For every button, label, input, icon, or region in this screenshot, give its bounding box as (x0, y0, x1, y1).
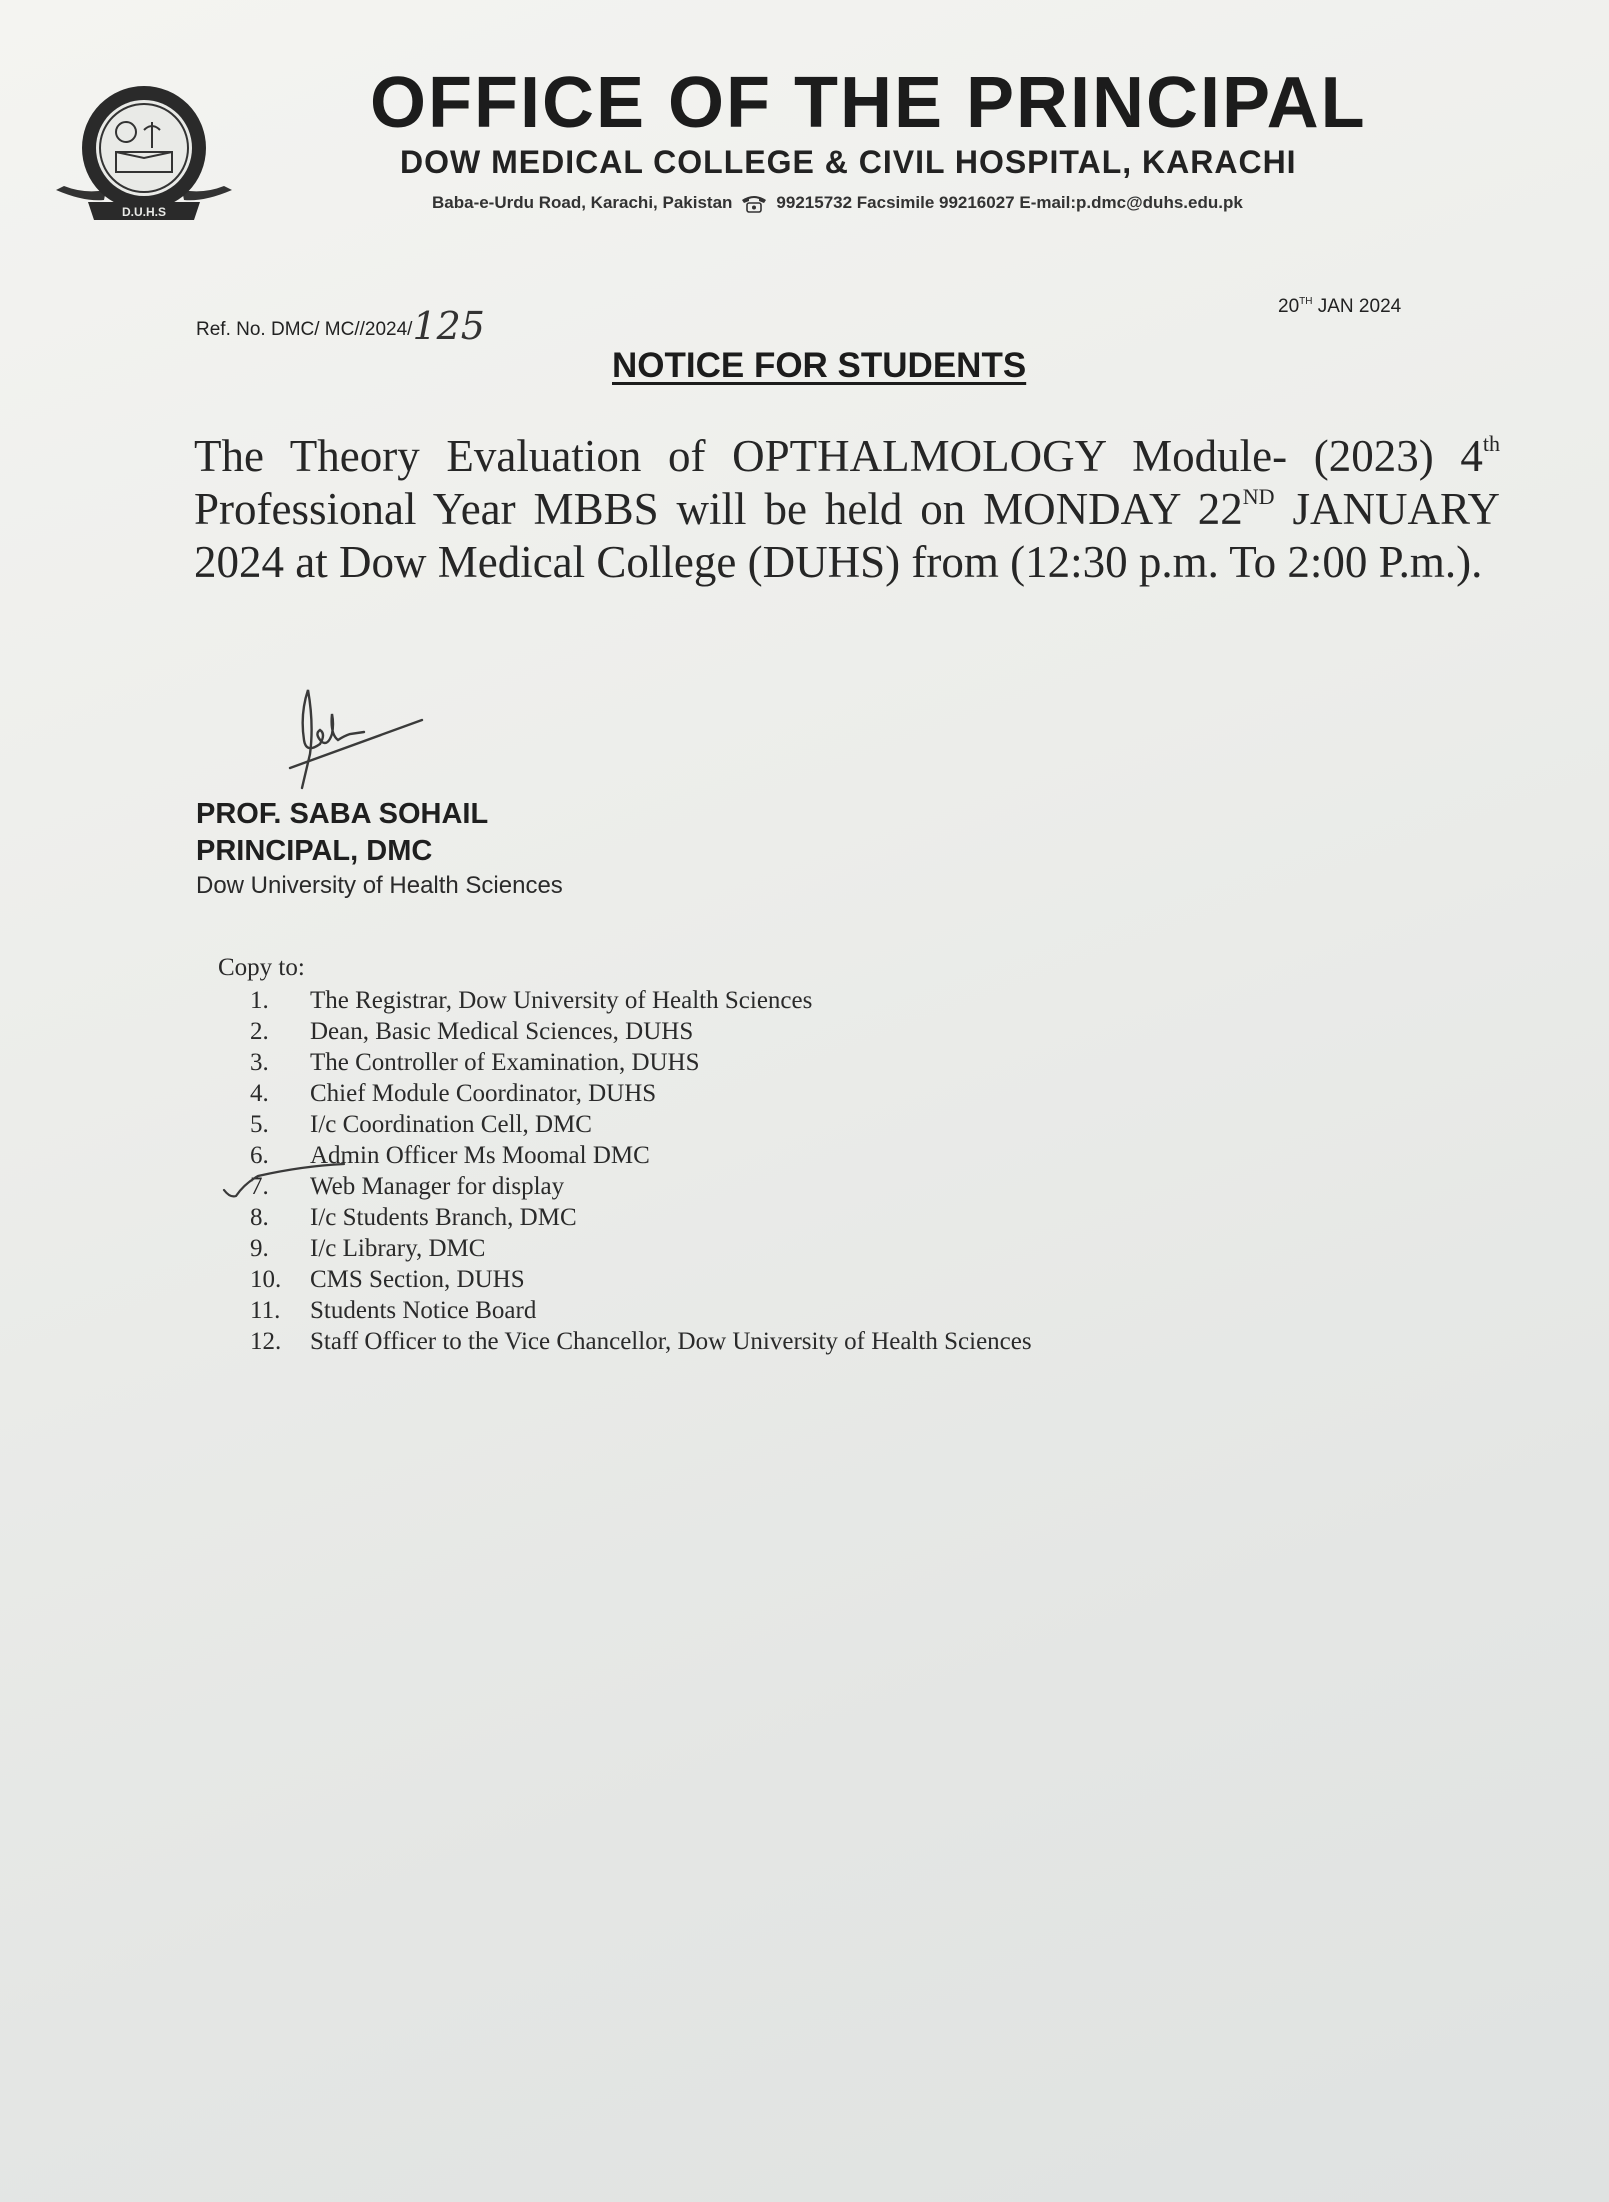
signatory-organization: Dow University of Health Sciences (196, 872, 563, 899)
list-item (250, 1109, 1032, 1140)
handwritten-signature (280, 684, 440, 794)
list-item-text: Chief Module Coordinator, DUHS (310, 1080, 657, 1107)
list-item (250, 1047, 1032, 1078)
list-item-number: 11. (250, 1297, 281, 1324)
contact-text: 99215732 Facsimile 99216027 E-mail:p.dmc@duhs.edu.pk (776, 193, 1243, 212)
body-part-1: The Theory Evaluation of OPTHALMOLOGY Module- (2023) 4 (194, 431, 1483, 481)
list-item-text: The Controller of Examination, DUHS (310, 1049, 700, 1076)
list-item (250, 1326, 1032, 1357)
body-sup-1: th (1482, 431, 1500, 456)
list-item-number: 8. (250, 1204, 269, 1231)
list-item-text: Web Manager for display (310, 1173, 565, 1200)
list-item (250, 1016, 1032, 1047)
list-item (250, 1140, 1032, 1171)
list-item-number: 12. (250, 1328, 282, 1355)
body-sup-2: ND (1242, 484, 1275, 509)
seal-label: D.U.H.S (121, 205, 167, 219)
telephone-icon (740, 192, 768, 214)
university-seal-icon (44, 82, 244, 232)
list-item-number: 3. (250, 1049, 269, 1076)
list-item-text: Admin Officer Ms Moomal DMC (310, 1142, 650, 1169)
list-item-text: CMS Section, DUHS (310, 1266, 525, 1293)
notice-date (1278, 296, 1401, 318)
list-item (250, 1233, 1032, 1264)
list-item-text: Students Notice Board (310, 1297, 537, 1324)
date-rest: JAN 2024 (1312, 296, 1402, 317)
list-item-number: 2. (250, 1018, 269, 1045)
list-item-number: 7. (250, 1173, 269, 1200)
address-text: Baba-e-Urdu Road, Karachi, Pakistan (432, 193, 733, 212)
list-item-text: I/c Students Branch, DMC (310, 1204, 577, 1231)
body-part-3: JANUARY 2024 at Dow Medical College (DUHS) from (12:30 p.m. To 2:00 P.m.). (194, 484, 1500, 587)
office-title: OFFICE OF THE PRINCIPAL (370, 63, 1367, 143)
date-day: 20 (1278, 296, 1300, 317)
copy-to-label: Copy to: (218, 954, 305, 981)
signatory-title: PRINCIPAL, DMC (196, 835, 433, 867)
list-item-number: 1. (250, 987, 269, 1014)
list-item-text: I/c Coordination Cell, DMC (310, 1111, 592, 1138)
list-item-text: Staff Officer to the Vice Chancellor, Dow University of Health Sciences (310, 1328, 1032, 1355)
signatory-name: PROF. SABA SOHAIL (196, 798, 489, 830)
body-part-2: Professional Year MBBS will be held on MONDAY 22 (194, 484, 1243, 534)
college-name: DOW MEDICAL COLLEGE & CIVIL HOSPITAL, KARACHI (400, 144, 1297, 180)
reference-line (196, 300, 485, 348)
reference-prefix: Ref. No. DMC/ MC//2024/ (196, 319, 413, 340)
reference-number: 125 (412, 304, 485, 348)
list-item (250, 1295, 1032, 1326)
handwritten-tick-mark (222, 1162, 352, 1202)
copy-to-list (250, 985, 1032, 1357)
list-item (250, 1078, 1032, 1109)
list-item-number: 10. (250, 1266, 282, 1293)
list-item-text: I/c Library, DMC (310, 1235, 486, 1262)
notice-body (194, 430, 1500, 589)
list-item-number: 5. (250, 1111, 269, 1138)
list-item-number: 6. (250, 1142, 269, 1169)
list-item (250, 1264, 1032, 1295)
date-suffix: TH (1299, 296, 1313, 307)
list-item-text: Dean, Basic Medical Sciences, DUHS (310, 1018, 694, 1045)
list-item-number: 4. (250, 1080, 269, 1107)
list-item (250, 1171, 1032, 1202)
list-item (250, 985, 1032, 1016)
list-item-text: The Registrar, Dow University of Health Sciences (310, 987, 813, 1014)
list-item (250, 1202, 1032, 1233)
list-item-number: 9. (250, 1235, 269, 1262)
address-line (432, 192, 1432, 214)
notice-heading: NOTICE FOR STUDENTS (612, 346, 1027, 385)
